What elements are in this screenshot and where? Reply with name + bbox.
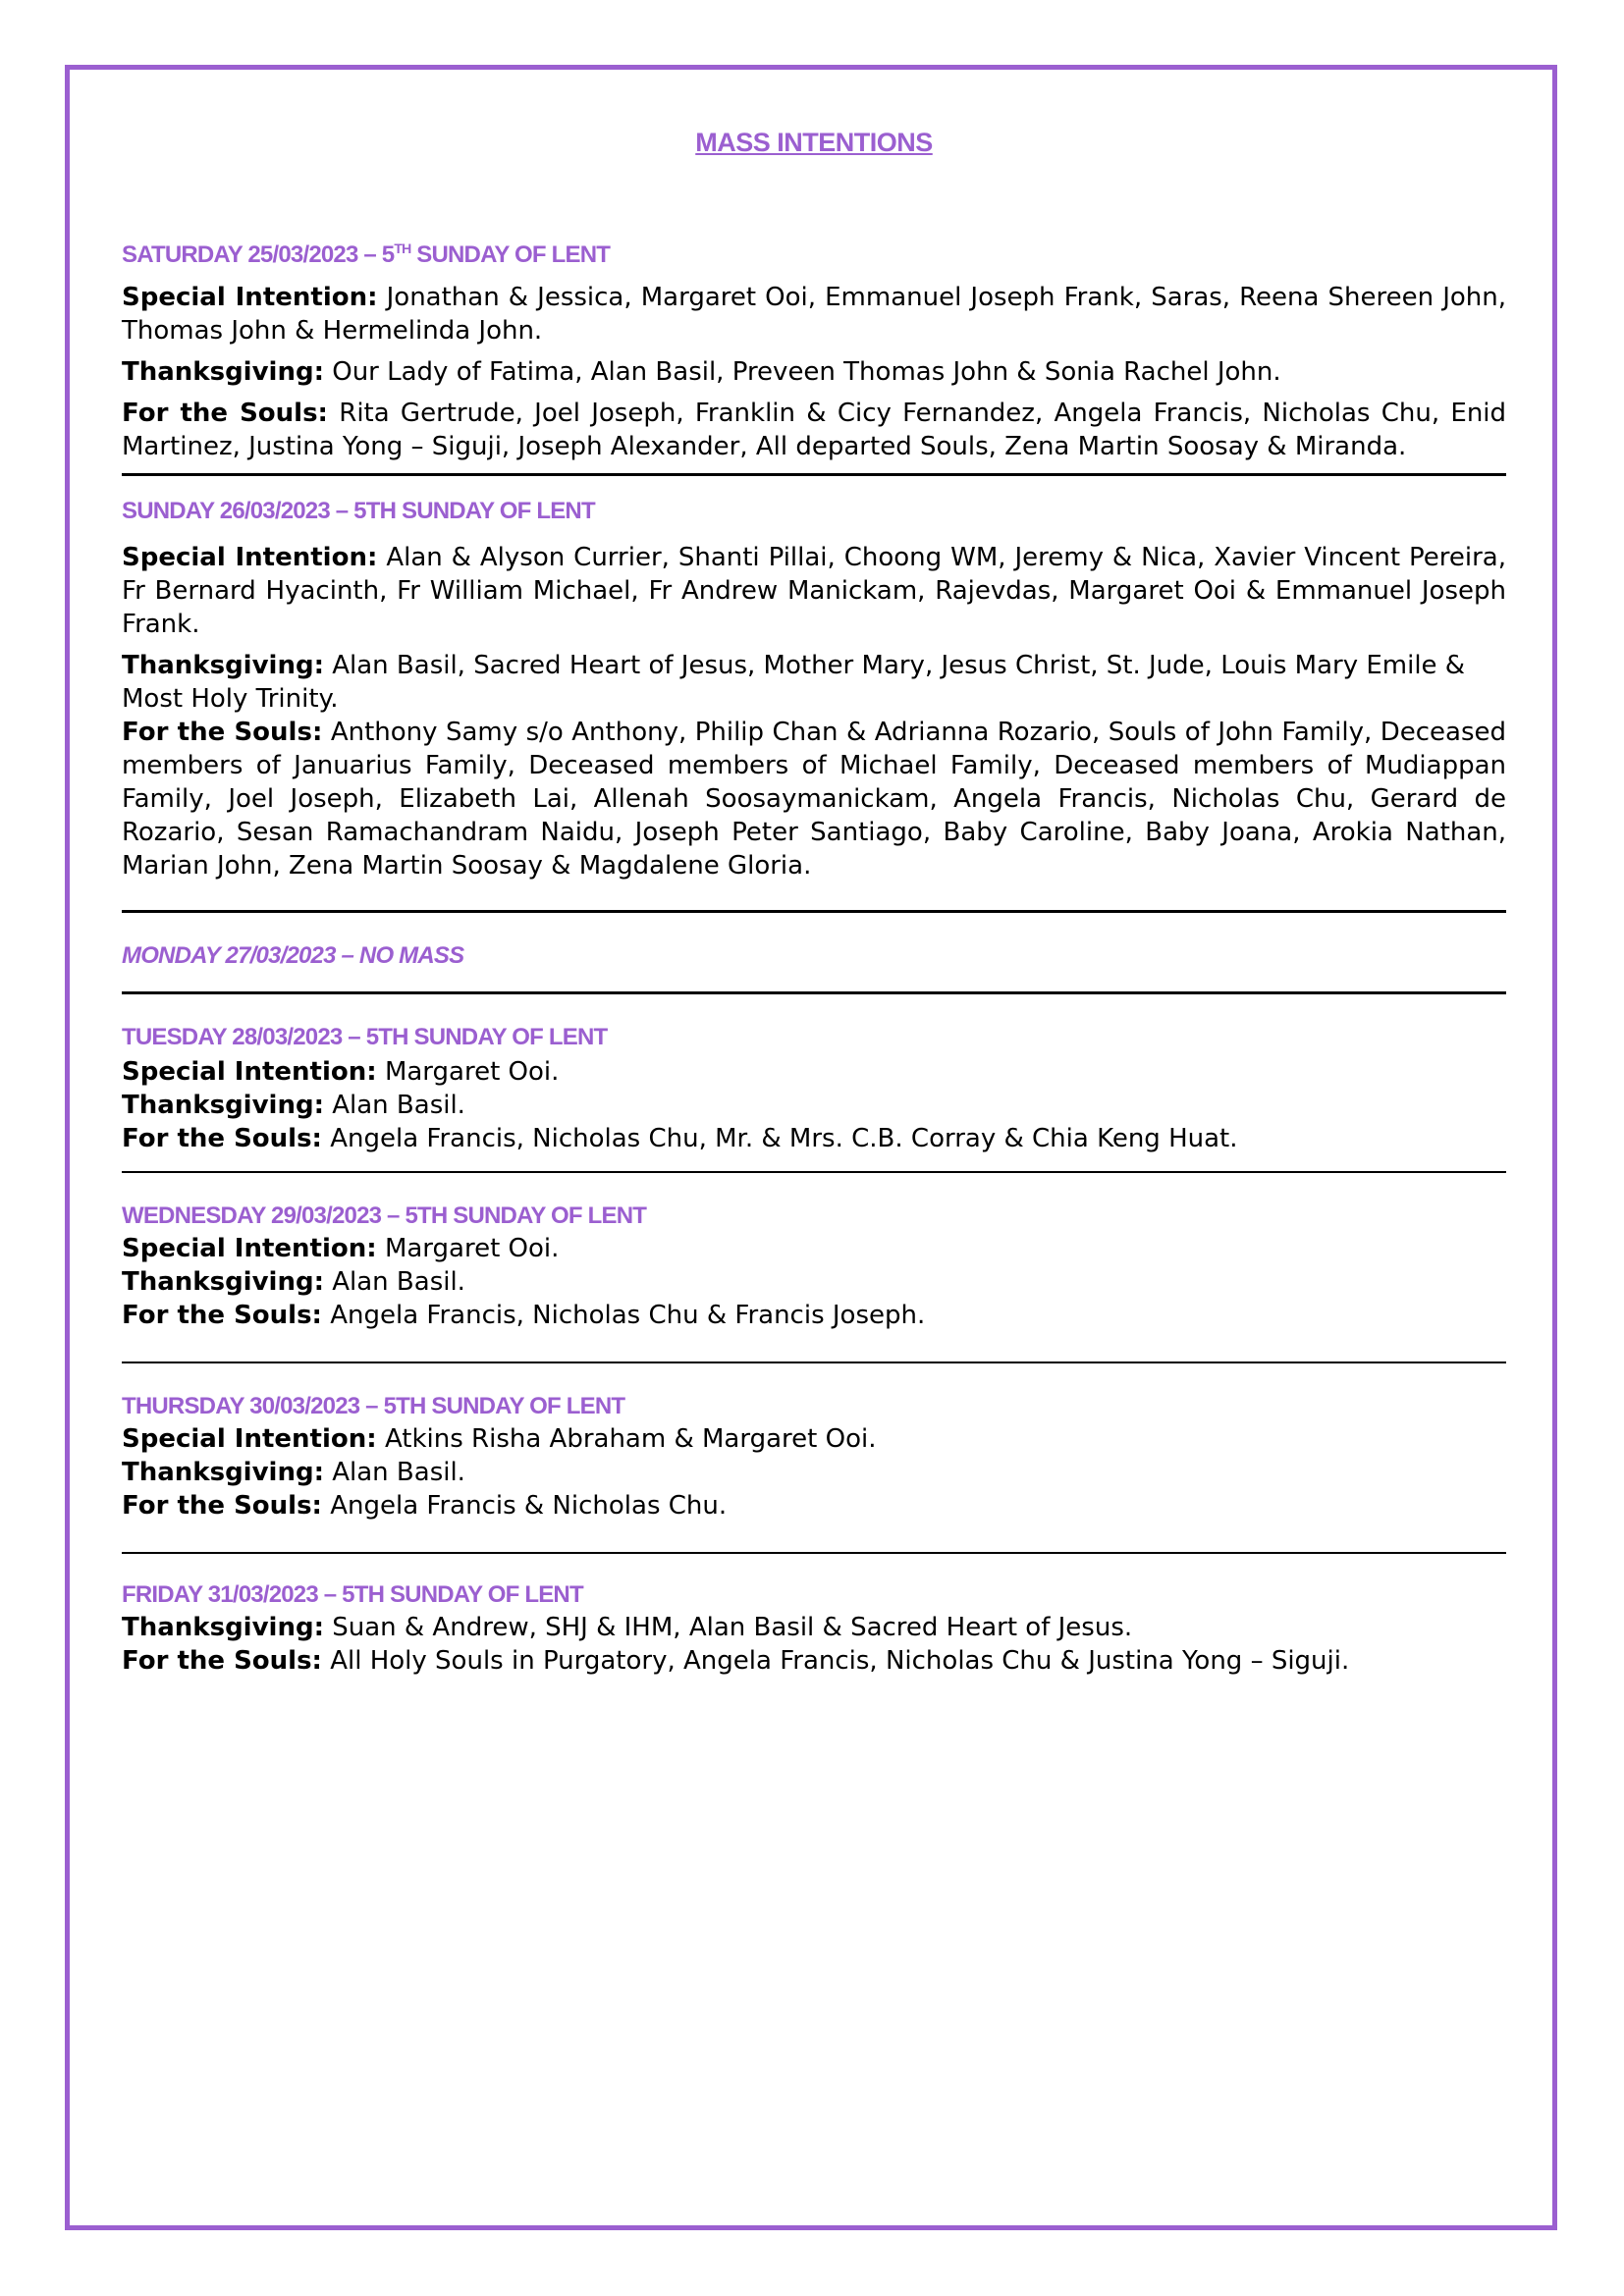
souls-label: For the Souls: [122,1646,322,1676]
thanksgiving-entry [122,649,1506,716]
section-divider [122,473,1506,476]
section-divider [122,1362,1506,1363]
souls-label: For the Souls: [122,1491,322,1521]
thanksgiving-label: Thanksgiving: [122,1091,324,1120]
section-heading: MONDAY 27/03/2023 – NO MASS [122,942,464,969]
thanksgiving-label: Thanksgiving: [122,1458,324,1487]
special-intention-text: Margaret Ooi. [384,1057,560,1087]
souls-entry [122,1489,1506,1522]
section-divider [122,910,1506,913]
thanksgiving-entry [122,1456,1506,1489]
thanksgiving-text: Our Lady of Fatima, Alan Basil, Preveen Thomas John & Sonia Rachel John. [332,357,1281,387]
section-sunday [122,498,1506,882]
section-heading [122,240,1506,269]
section-heading: FRIDAY 31/03/2023 – 5TH SUNDAY OF LENT [122,1581,583,1608]
special-intention-text: Alan & Alyson Currier, Shanti Pillai, Choong WM, Jeremy & Nica, Xavier Vincent Pereira, Fr Bernard Hyacinth, Fr William Michael, Fr Andrew Manickam, Rajevdas, Margaret Ooi & Emmanuel Joseph Frank. [122,543,1507,639]
souls-label: For the Souls: [122,718,323,747]
thanksgiving-text: Suan & Andrew, SHJ & IHM, Alan Basil & Sacred Heart of Jesus. [332,1613,1133,1642]
souls-entry [122,1299,1506,1332]
souls-label: For the Souls: [122,1124,322,1153]
thanksgiving-text: Alan Basil, Sacred Heart of Jesus, Mother Mary, Jesus Christ, St. Jude, Louis Mary Emile & Most Holy Trinity. [122,651,1466,714]
thanksgiving-entry [122,1265,1506,1299]
thanksgiving-text: Alan Basil. [332,1267,465,1297]
thanksgiving-entry [122,1089,1506,1122]
souls-text: Angela Francis, Nicholas Chu & Francis Joseph. [330,1301,926,1330]
souls-label: For the Souls: [122,1301,322,1330]
section-heading: TUESDAY 28/03/2023 – 5TH SUNDAY OF LENT [122,1024,608,1050]
thanksgiving-label: Thanksgiving: [122,1613,324,1642]
section-heading: THURSDAY 30/03/2023 – 5TH SUNDAY OF LENT [122,1393,625,1419]
thanksgiving-text: Alan Basil. [332,1091,465,1120]
souls-text: Anthony Samy s/o Anthony, Philip Chan & Adrianna Rozario, Souls of John Family, Deceased members of Januarius Family, Deceased members of Michael Family, Deceased members of Mudiappan Family, Joel Joseph, Elizabeth Lai, Allenah Soosaymanickam, Angela Francis, Nicholas Chu, Gerard de Rozario, Sesan Ramachandram Naidu, Joseph Peter Santiago, Baby Caroline, Baby Joana, Arokia Nathan, Marian John, Zena Martin Soosay & Magdalene Gloria. [122,718,1506,881]
section-monday [122,942,1506,970]
heading-superscript: TH [394,240,411,256]
thanksgiving-label: Thanksgiving: [122,357,324,387]
heading-text-rest: SUNDAY OF LENT [410,241,611,268]
special-intention-entry [122,541,1506,641]
thanksgiving-label: Thanksgiving: [122,651,324,680]
special-intention-entry [122,1422,1506,1456]
mass-intentions-document [122,128,1506,1678]
special-intention-label: Special Intention: [122,1057,377,1087]
special-intention-entry [122,1232,1506,1265]
souls-entry [122,716,1506,882]
souls-text: All Holy Souls in Purgatory, Angela Francis, Nicholas Chu & Justina Yong – Siguji. [330,1646,1350,1676]
section-saturday [122,240,1506,463]
thanksgiving-text: Alan Basil. [332,1458,465,1487]
special-intention-label: Special Intention: [122,1234,377,1263]
section-divider [122,1552,1506,1554]
special-intention-text: Margaret Ooi. [384,1234,560,1263]
thanksgiving-entry [122,355,1506,389]
special-intention-label: Special Intention: [122,543,378,572]
special-intention-entry [122,281,1506,347]
section-wednesday [122,1202,1506,1332]
heading-text: SATURDAY 25/03/2023 – 5 [122,241,395,268]
section-heading: SUNDAY 26/03/2023 – 5TH SUNDAY OF LENT [122,498,595,524]
special-intention-text: Jonathan & Jessica, Margaret Ooi, Emmanuel Joseph Frank, Saras, Reena Shereen John, Thomas John & Hermelinda John. [122,283,1507,346]
special-intention-text: Atkins Risha Abraham & Margaret Ooi. [384,1424,877,1454]
souls-text: Angela Francis & Nicholas Chu. [330,1491,728,1521]
souls-entry [122,1122,1506,1155]
thanksgiving-entry [122,1611,1506,1644]
section-divider [122,991,1506,994]
section-thursday [122,1393,1506,1522]
souls-entry [122,1644,1506,1678]
section-tuesday [122,1024,1506,1155]
special-intention-entry [122,1055,1506,1089]
special-intention-label: Special Intention: [122,1424,377,1454]
special-intention-label: Special Intention: [122,283,378,312]
thanksgiving-label: Thanksgiving: [122,1267,324,1297]
souls-text: Angela Francis, Nicholas Chu, Mr. & Mrs. C.B. Corray & Chia Keng Huat. [330,1124,1238,1153]
section-divider [122,1171,1506,1173]
section-friday [122,1581,1506,1678]
page-title: MASS INTENTIONS [695,128,933,157]
souls-text: Rita Gertrude, Joel Joseph, Franklin & Cicy Fernandez, Angela Francis, Nicholas Chu, Enid Martinez, Justina Yong – Siguji, Joseph Alexander, All departed Souls, Zena Martin Soosay & Miranda. [122,399,1507,461]
souls-label: For the Souls: [122,399,328,428]
souls-entry [122,397,1506,463]
section-heading: WEDNESDAY 29/03/2023 – 5TH SUNDAY OF LENT [122,1202,647,1229]
